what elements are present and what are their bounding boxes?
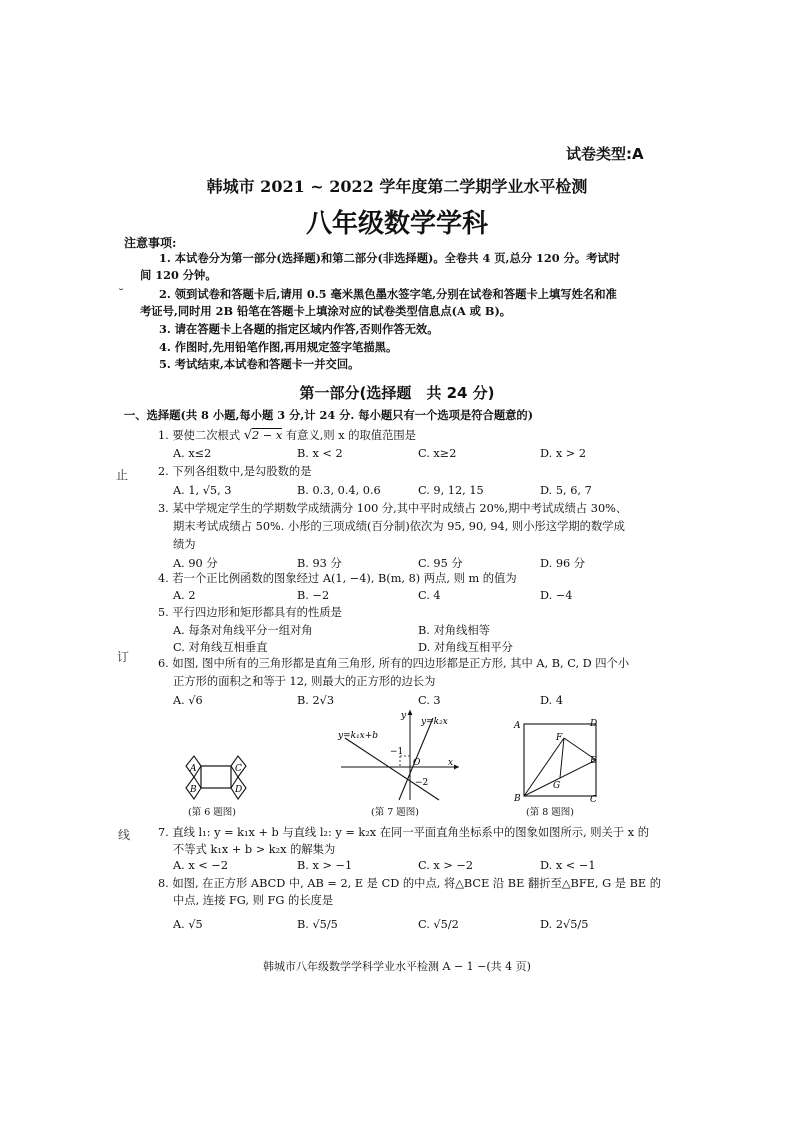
q2-option-d: D. 5, 6, 7 [540, 484, 592, 497]
fig6-label-a: A [190, 764, 197, 774]
question-3-stem: 3. 某中学规定学生的学期数学成绩满分 100 分,其中平时成绩占 20%,期中考试成绩占 30%、 [158, 502, 628, 515]
q4-option-b: B. −2 [297, 589, 330, 602]
question-4-stem: 4. 若一个正比例函数的图象经过 A(1, −4), B(m, 8) 两点, 则 m 的值为 [158, 572, 517, 585]
binding-margin-mark: 止 [116, 468, 129, 482]
q8-option-c: C. √5/2 [418, 918, 459, 931]
fig7-minus-two: −2 [415, 778, 429, 788]
figure-7-caption: (第 7 题图) [371, 807, 419, 818]
section-title: 第一部分(选择题 共 24 分) [299, 384, 495, 402]
notes-line: 5. 考试结束,本试卷和答题卡一并交回。 [159, 357, 360, 371]
q6-option-b: B. 2√3 [297, 694, 335, 707]
fig8-label-a: A [514, 721, 521, 731]
fig8-label-d: D [590, 719, 598, 729]
question-3-stem: 绩为 [173, 538, 196, 551]
q6-option-c: C. 3 [418, 694, 441, 707]
fig6-label-b: B [190, 785, 197, 795]
question-3-stem: 期末考试成绩占 50%. 小彤的三项成绩(百分制)依次为 95, 90, 94, 则小彤这学期的数学成 [173, 520, 625, 533]
figure-7 [335, 706, 465, 802]
q1-stem-text: 1. 要使二次根式 [158, 429, 244, 442]
q2-option-a: A. 1, √5, 3 [173, 484, 232, 497]
figure-8 [510, 712, 602, 806]
question-5-stem: 5. 平行四边形和矩形都具有的性质是 [158, 606, 342, 619]
q5-option-b: B. 对角线相等 [418, 624, 490, 637]
notes-line: 3. 请在答题卡上各题的指定区域内作答,否则作答无效。 [159, 322, 439, 336]
q8-option-a: A. √5 [173, 918, 203, 931]
fig7-origin-label: O [413, 758, 421, 768]
question-2-stem: 2. 下列各组数中,是勾股数的是 [158, 465, 312, 478]
fig7-y-label: y [401, 711, 407, 721]
fig8-label-c: C [590, 795, 597, 805]
q6-option-a: A. √6 [173, 694, 203, 707]
fig6-label-d: D [235, 785, 243, 795]
q3-option-a: A. 90 分 [173, 557, 218, 570]
q7-option-a: A. x < −2 [173, 859, 229, 872]
page-footer: 韩城市八年级数学学科学业水平检测 A − 1 −(共 4 页) [263, 960, 531, 973]
question-8-stem: 8. 如图, 在正方形 ABCD 中, AB = 2, E 是 CD 的中点, 将△BCE 沿 BE 翻折至△BFE, G 是 BE 的 [158, 877, 662, 890]
question-7-stem: 7. 直线 l₁: y = k₁x + b 与直线 l₂: y = k₂x 在同一平面直角坐标系中的图象如图所示, 则关于 x 的 [158, 826, 649, 839]
figure-8-caption: (第 8 题图) [526, 807, 574, 818]
notes-line: 2. 领到试卷和答题卡后,请用 0.5 毫米黑色墨水签字笔,分别在试卷和答题卡上填写姓名和准 [159, 287, 617, 301]
q1-option-c: C. x≥2 [418, 447, 457, 460]
q5-option-c: C. 对角线互相垂直 [173, 641, 268, 654]
q1-option-b: B. x < 2 [297, 447, 343, 460]
q8-option-b: B. √5/5 [297, 918, 338, 931]
exam-subtitle: 韩城市 2021 ~ 2022 学年度第二学期学业水平检测 [206, 177, 588, 196]
q4-option-a: A. 2 [173, 589, 196, 602]
question-8-stem: 中点, 连接 FG, 则 FG 的长度是 [173, 894, 334, 907]
fig8-label-f: F [556, 733, 563, 743]
notes-line: 1. 本试卷分为第一部分(选择题)和第二部分(非选择题)。全卷共 4 页,总分 120 分。考试时 [159, 251, 621, 265]
q7-option-b: B. x > −1 [297, 859, 353, 872]
q1-option-d: D. x > 2 [540, 447, 587, 460]
q4-option-d: D. −4 [540, 589, 573, 602]
binding-margin-mark: 订 [117, 650, 130, 664]
fig7-minus-one: −1 [390, 747, 404, 757]
question-6-stem: 正方形的面积之和等于 12, 则最大的正方形的边长为 [173, 675, 436, 688]
q7-option-d: D. x < −1 [540, 859, 596, 872]
q6-option-d: D. 4 [540, 694, 564, 707]
q7-option-c: C. x > −2 [418, 859, 474, 872]
binding-margin-mark: ˘ [118, 287, 124, 301]
question-1-stem: 1. 要使二次根式 √2 − x 有意义,则 x 的取值范围是 [158, 428, 416, 443]
paper-type-label: 试卷类型:A [566, 145, 644, 163]
q5-option-a: A. 每条对角线平分一组对角 [173, 624, 313, 637]
q2-option-b: B. 0.3, 0.4, 0.6 [297, 484, 381, 497]
q3-option-c: C. 95 分 [418, 557, 463, 570]
figure-6 [180, 745, 252, 805]
q1-option-a: A. x≤2 [173, 447, 212, 460]
q8-option-d: D. 2√5/5 [540, 918, 589, 931]
q5-option-d: D. 对角线互相平分 [418, 641, 513, 654]
fig8-label-e: E [590, 756, 597, 766]
fig8-label-b: B [514, 794, 521, 804]
notes-line: 考证号,同时用 2B 铅笔在答题卡上填涂对应的试卷类型信息点(A 或 B)。 [140, 304, 512, 318]
notes-title: 注意事项: [124, 236, 177, 250]
question-6-stem: 6. 如图, 图中所有的三角形都是直角三角形, 所有的四边形都是正方形, 其中 A, B, C, D 四个小 [158, 657, 630, 670]
choice-instruction: 一、选择题(共 8 小题,每小题 3 分,计 24 分. 每小题只有一个选项是符合题意的) [124, 408, 534, 422]
binding-margin-mark: 线 [118, 828, 131, 842]
q1-radicand: 2 − x [252, 429, 283, 442]
figure-6-caption: (第 6 题图) [188, 807, 236, 818]
q4-option-c: C. 4 [418, 589, 441, 602]
notes-line: 间 120 分钟。 [140, 268, 217, 282]
q2-option-c: C. 9, 12, 15 [418, 484, 484, 497]
exam-title: 八年级数学学科 [305, 209, 488, 239]
fig7-x-label: x [448, 758, 454, 768]
q1-stem-text: 有意义,则 x 的取值范围是 [282, 429, 416, 442]
q3-option-d: D. 96 分 [540, 557, 586, 570]
fig6-label-c: C [235, 764, 242, 774]
fig7-line2-label: y=k₂x [421, 717, 448, 727]
q3-option-b: B. 93 分 [297, 557, 342, 570]
notes-line: 4. 作图时,先用铅笔作图,再用规定签字笔描黑。 [159, 340, 398, 354]
fig7-line1-label: y=k₁x+b [338, 731, 379, 741]
fig8-label-g: G [553, 781, 561, 791]
question-7-stem: 不等式 k₁x + b > k₂x 的解集为 [173, 843, 336, 856]
